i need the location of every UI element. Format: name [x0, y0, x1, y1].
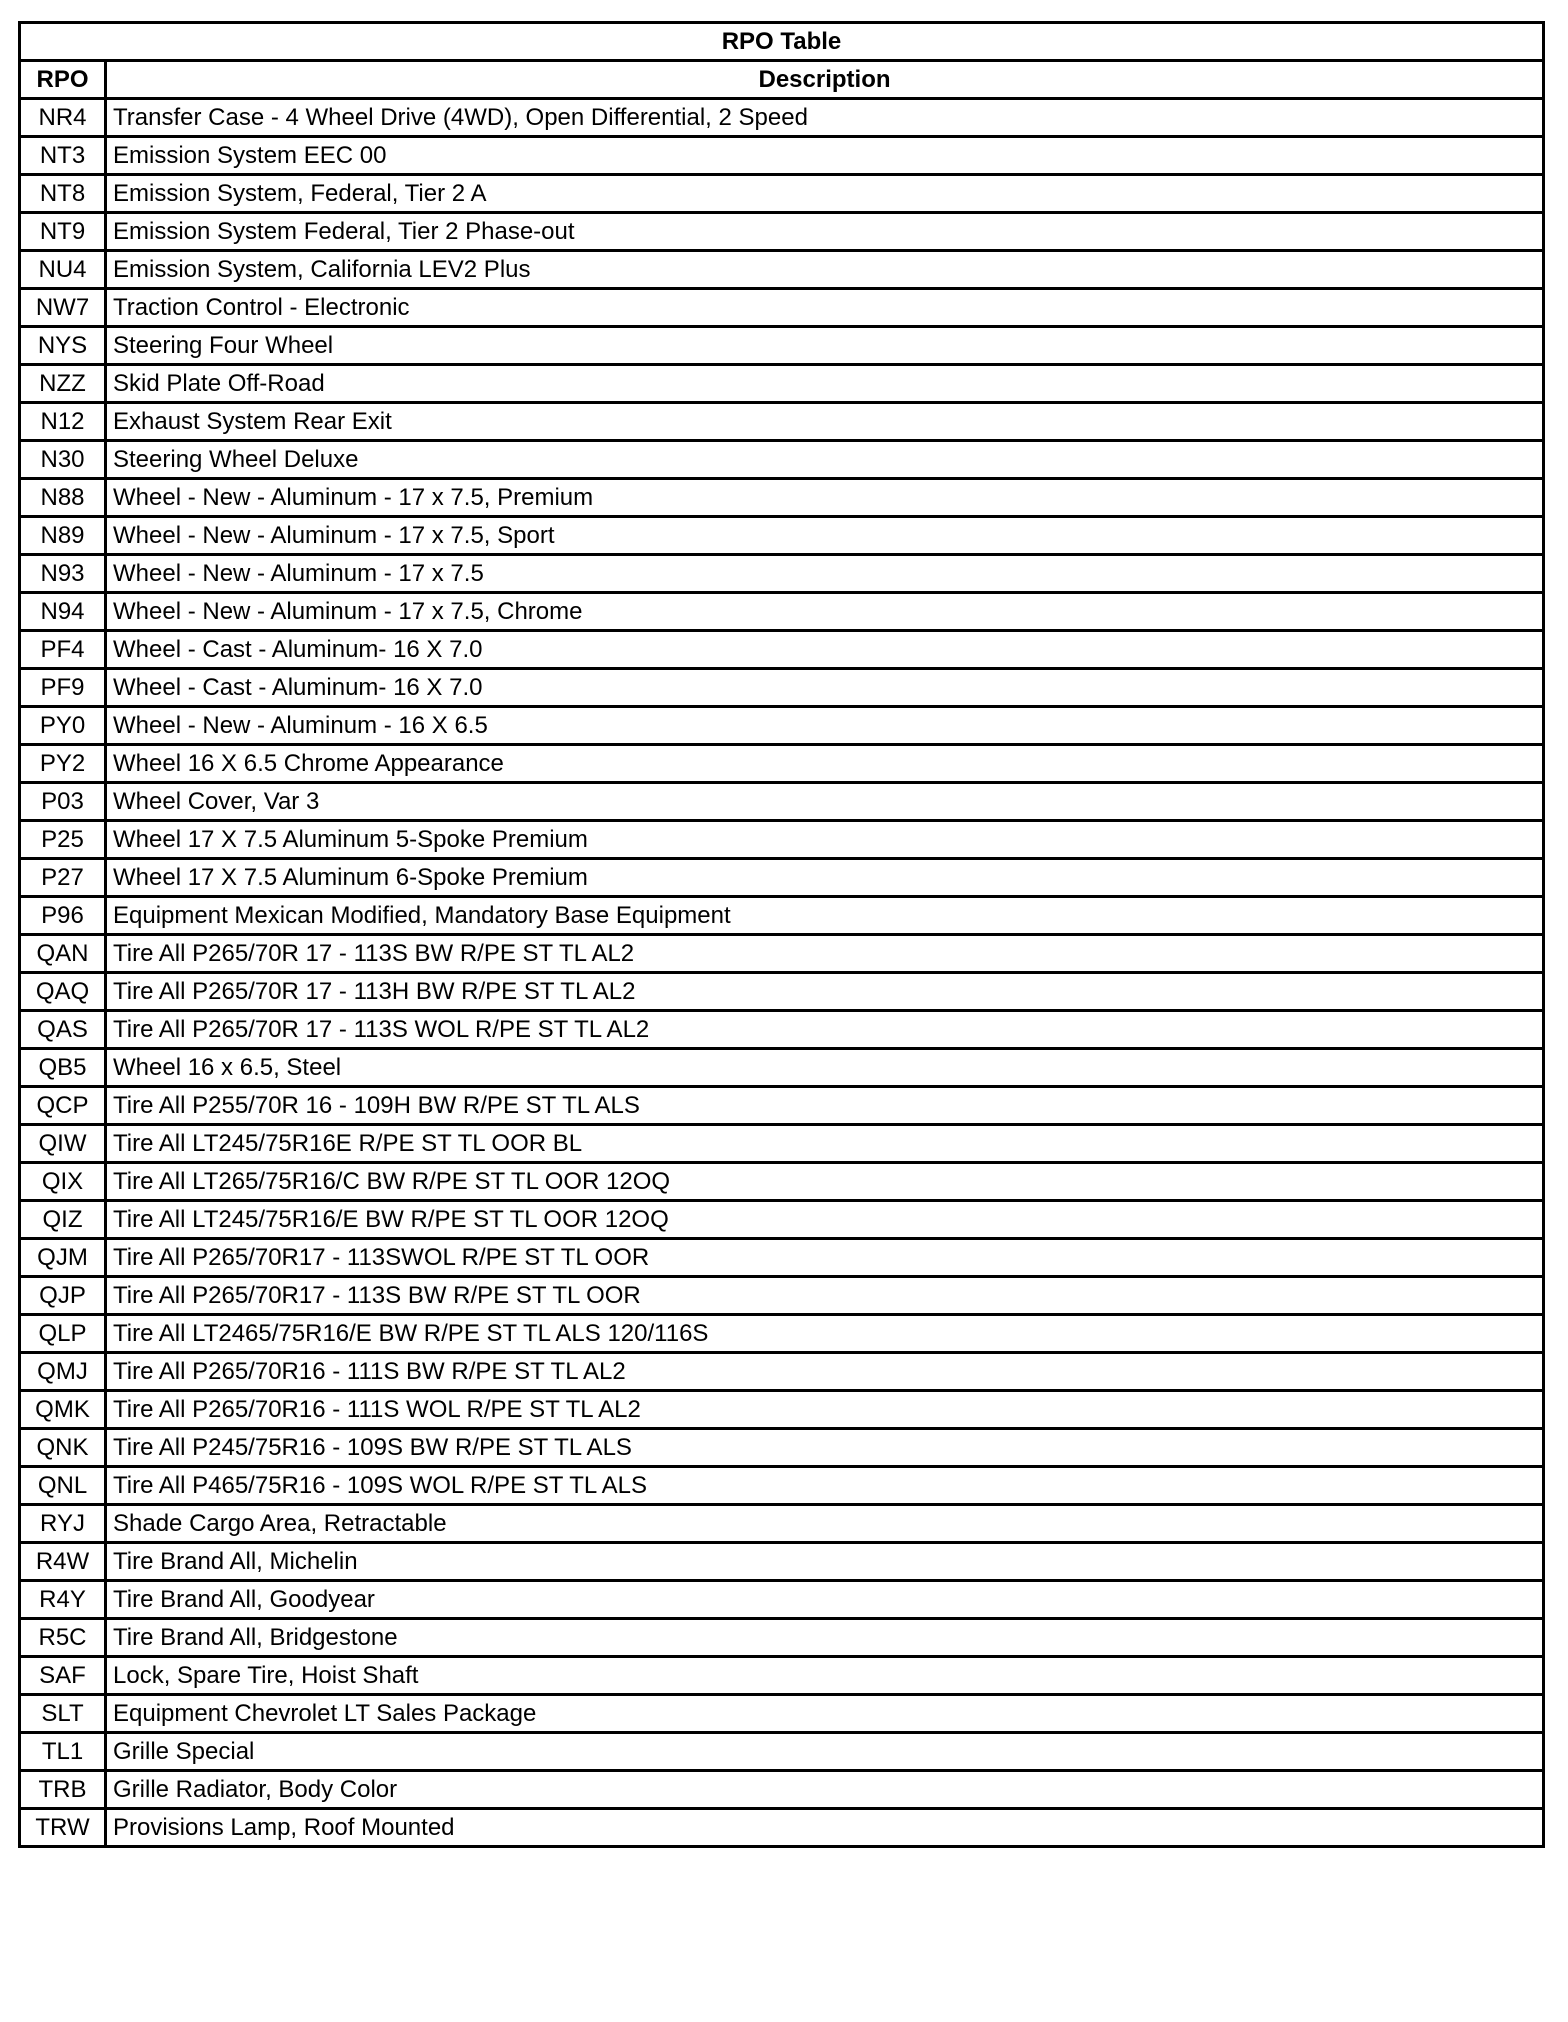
table-row [20, 1353, 1544, 1391]
description-cell: Wheel - Cast - Aluminum- 16 X 7.0 [106, 669, 1544, 707]
description-cell: Wheel - Cast - Aluminum- 16 X 7.0 [106, 631, 1544, 669]
table-row [20, 1277, 1544, 1315]
rpo-code-cell: R5C [20, 1619, 106, 1657]
description-column-header: Description [106, 61, 1544, 99]
description-cell: Wheel - New - Aluminum - 17 x 7.5, Premium [106, 479, 1544, 517]
description-cell: Steering Four Wheel [106, 327, 1544, 365]
description-cell: Steering Wheel Deluxe [106, 441, 1544, 479]
description-cell: Tire All P265/70R17 - 113S BW R/PE ST TL OOR [106, 1277, 1544, 1315]
table-row [20, 1543, 1544, 1581]
description-cell: Tire All LT245/75R16/E BW R/PE ST TL OOR 12OQ [106, 1201, 1544, 1239]
rpo-table [18, 21, 1545, 1848]
description-cell: Tire All P265/70R 17 - 113S BW R/PE ST TL AL2 [106, 935, 1544, 973]
table-row [20, 1125, 1544, 1163]
table-row [20, 1087, 1544, 1125]
description-cell: Tire All P245/75R16 - 109S BW R/PE ST TL ALS [106, 1429, 1544, 1467]
rpo-code-cell: QCP [20, 1087, 106, 1125]
rpo-code-cell: PF4 [20, 631, 106, 669]
description-cell: Emission System Federal, Tier 2 Phase-out [106, 213, 1544, 251]
table-row [20, 1429, 1544, 1467]
table-row [20, 1163, 1544, 1201]
rpo-code-cell: QAN [20, 935, 106, 973]
table-body [20, 99, 1544, 1847]
description-cell: Skid Plate Off-Road [106, 365, 1544, 403]
rpo-code-cell: NT9 [20, 213, 106, 251]
rpo-code-cell: R4Y [20, 1581, 106, 1619]
rpo-code-cell: QNL [20, 1467, 106, 1505]
table-row [20, 251, 1544, 289]
table-row [20, 745, 1544, 783]
table-row [20, 289, 1544, 327]
description-cell: Tire All P265/70R16 - 111S WOL R/PE ST TL AL2 [106, 1391, 1544, 1429]
description-cell: Tire All LT2465/75R16/E BW R/PE ST TL ALS 120/116S [106, 1315, 1544, 1353]
description-cell: Lock, Spare Tire, Hoist Shaft [106, 1657, 1544, 1695]
rpo-code-cell: N12 [20, 403, 106, 441]
description-cell: Tire Brand All, Goodyear [106, 1581, 1544, 1619]
rpo-code-cell: P03 [20, 783, 106, 821]
table-row [20, 175, 1544, 213]
description-cell: Wheel 17 X 7.5 Aluminum 6-Spoke Premium [106, 859, 1544, 897]
description-cell: Emission System, Federal, Tier 2 A [106, 175, 1544, 213]
table-row [20, 783, 1544, 821]
rpo-code-cell: QIX [20, 1163, 106, 1201]
description-cell: Grille Special [106, 1733, 1544, 1771]
table-row [20, 213, 1544, 251]
description-cell: Tire All P465/75R16 - 109S WOL R/PE ST TL ALS [106, 1467, 1544, 1505]
description-cell: Tire All P255/70R 16 - 109H BW R/PE ST TL ALS [106, 1087, 1544, 1125]
table-row [20, 935, 1544, 973]
table-row [20, 631, 1544, 669]
rpo-code-cell: QNK [20, 1429, 106, 1467]
description-cell: Tire All P265/70R16 - 111S BW R/PE ST TL AL2 [106, 1353, 1544, 1391]
rpo-code-cell: N30 [20, 441, 106, 479]
description-cell: Exhaust System Rear Exit [106, 403, 1544, 441]
table-row [20, 403, 1544, 441]
description-cell: Tire All LT265/75R16/C BW R/PE ST TL OOR 12OQ [106, 1163, 1544, 1201]
table-row [20, 441, 1544, 479]
table-row [20, 821, 1544, 859]
table-row [20, 859, 1544, 897]
rpo-code-cell: NZZ [20, 365, 106, 403]
rpo-code-cell: N94 [20, 593, 106, 631]
description-cell: Provisions Lamp, Roof Mounted [106, 1809, 1544, 1847]
table-row [20, 1391, 1544, 1429]
table-row [20, 555, 1544, 593]
rpo-code-cell: QJM [20, 1239, 106, 1277]
table-row [20, 365, 1544, 403]
rpo-code-cell: QMK [20, 1391, 106, 1429]
description-cell: Shade Cargo Area, Retractable [106, 1505, 1544, 1543]
rpo-code-cell: QIW [20, 1125, 106, 1163]
rpo-code-cell: SAF [20, 1657, 106, 1695]
table-row [20, 1011, 1544, 1049]
rpo-code-cell: NT8 [20, 175, 106, 213]
table-row [20, 1049, 1544, 1087]
rpo-code-cell: NYS [20, 327, 106, 365]
table-row [20, 99, 1544, 137]
rpo-code-cell: NT3 [20, 137, 106, 175]
rpo-code-cell: QJP [20, 1277, 106, 1315]
description-cell: Wheel 16 x 6.5, Steel [106, 1049, 1544, 1087]
description-cell: Tire All P265/70R 17 - 113S WOL R/PE ST TL AL2 [106, 1011, 1544, 1049]
description-cell: Wheel - New - Aluminum - 17 x 7.5, Sport [106, 517, 1544, 555]
table-row [20, 1315, 1544, 1353]
description-cell: Equipment Mexican Modified, Mandatory Base Equipment [106, 897, 1544, 935]
rpo-code-cell: P96 [20, 897, 106, 935]
description-cell: Tire All LT245/75R16E R/PE ST TL OOR BL [106, 1125, 1544, 1163]
rpo-code-cell: P25 [20, 821, 106, 859]
table-row [20, 1809, 1544, 1847]
table-row [20, 593, 1544, 631]
title-row [20, 23, 1544, 61]
table-row [20, 1201, 1544, 1239]
rpo-column-header: RPO [20, 61, 106, 99]
table-row [20, 1467, 1544, 1505]
description-cell: Wheel - New - Aluminum - 16 X 6.5 [106, 707, 1544, 745]
rpo-code-cell: N88 [20, 479, 106, 517]
description-cell: Emission System EEC 00 [106, 137, 1544, 175]
rpo-code-cell: PY2 [20, 745, 106, 783]
description-cell: Traction Control - Electronic [106, 289, 1544, 327]
rpo-code-cell: TL1 [20, 1733, 106, 1771]
table-row [20, 1581, 1544, 1619]
table-row [20, 1619, 1544, 1657]
rpo-code-cell: QIZ [20, 1201, 106, 1239]
description-cell: Equipment Chevrolet LT Sales Package [106, 1695, 1544, 1733]
table-row [20, 1733, 1544, 1771]
table-row [20, 1657, 1544, 1695]
table-row [20, 327, 1544, 365]
rpo-code-cell: QMJ [20, 1353, 106, 1391]
rpo-code-cell: R4W [20, 1543, 106, 1581]
table-row [20, 1695, 1544, 1733]
rpo-code-cell: QAS [20, 1011, 106, 1049]
table-row [20, 669, 1544, 707]
rpo-code-cell: PY0 [20, 707, 106, 745]
description-cell: Wheel - New - Aluminum - 17 x 7.5 [106, 555, 1544, 593]
rpo-code-cell: QB5 [20, 1049, 106, 1087]
description-cell: Tire Brand All, Michelin [106, 1543, 1544, 1581]
table-row [20, 973, 1544, 1011]
description-cell: Wheel 17 X 7.5 Aluminum 5-Spoke Premium [106, 821, 1544, 859]
header-row [20, 61, 1544, 99]
table-title: RPO Table [20, 23, 1544, 61]
table-row [20, 137, 1544, 175]
rpo-code-cell: QLP [20, 1315, 106, 1353]
rpo-code-cell: NW7 [20, 289, 106, 327]
rpo-code-cell: N89 [20, 517, 106, 555]
rpo-code-cell: TRB [20, 1771, 106, 1809]
rpo-code-cell: SLT [20, 1695, 106, 1733]
rpo-code-cell: PF9 [20, 669, 106, 707]
table-row [20, 897, 1544, 935]
table-row [20, 479, 1544, 517]
rpo-code-cell: TRW [20, 1809, 106, 1847]
rpo-code-cell: N93 [20, 555, 106, 593]
description-cell: Wheel - New - Aluminum - 17 x 7.5, Chrome [106, 593, 1544, 631]
rpo-code-cell: NU4 [20, 251, 106, 289]
table-row [20, 707, 1544, 745]
table-row [20, 1239, 1544, 1277]
rpo-code-cell: P27 [20, 859, 106, 897]
table-row [20, 1505, 1544, 1543]
description-cell: Tire All P265/70R 17 - 113H BW R/PE ST TL AL2 [106, 973, 1544, 1011]
rpo-code-cell: QAQ [20, 973, 106, 1011]
description-cell: Wheel 16 X 6.5 Chrome Appearance [106, 745, 1544, 783]
rpo-code-cell: RYJ [20, 1505, 106, 1543]
rpo-code-cell: NR4 [20, 99, 106, 137]
description-cell: Grille Radiator, Body Color [106, 1771, 1544, 1809]
description-cell: Transfer Case - 4 Wheel Drive (4WD), Open Differential, 2 Speed [106, 99, 1544, 137]
table-row [20, 517, 1544, 555]
description-cell: Wheel Cover, Var 3 [106, 783, 1544, 821]
table-row [20, 1771, 1544, 1809]
description-cell: Tire All P265/70R17 - 113SWOL R/PE ST TL OOR [106, 1239, 1544, 1277]
description-cell: Tire Brand All, Bridgestone [106, 1619, 1544, 1657]
description-cell: Emission System, California LEV2 Plus [106, 251, 1544, 289]
